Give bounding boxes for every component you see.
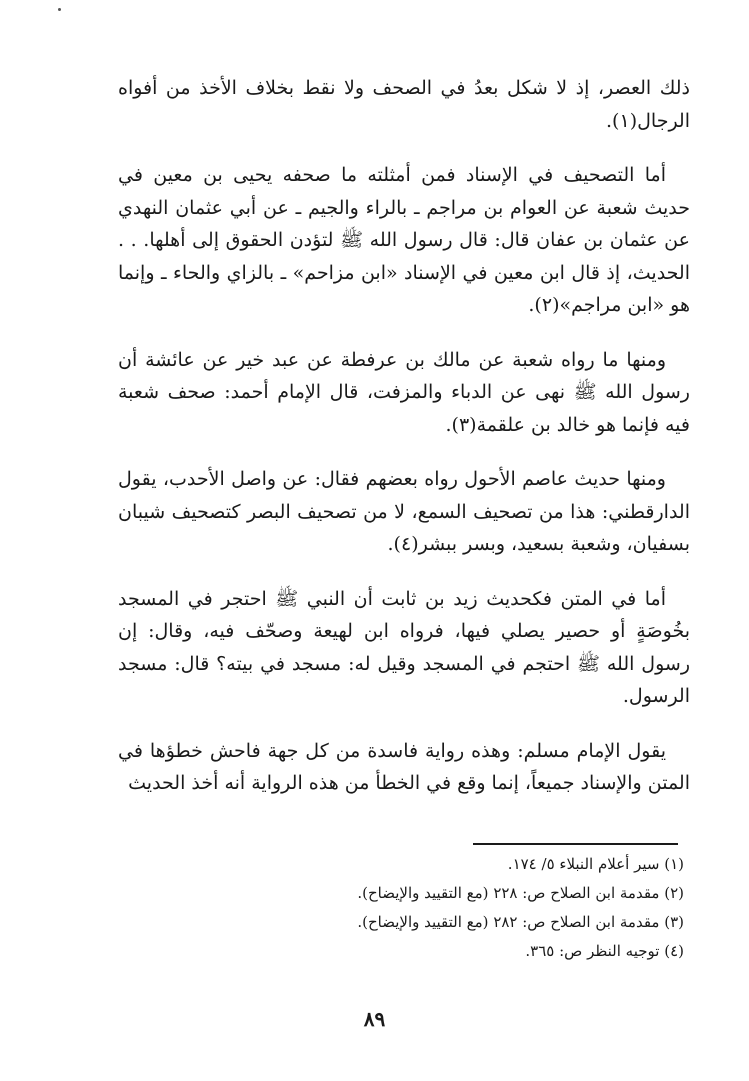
scan-speck [58, 8, 61, 11]
footnote: (٤) توجيه النظر ص: ٣٦٥. [525, 942, 684, 960]
footnotes [118, 850, 690, 966]
footnote-separator [473, 843, 678, 845]
paragraph: يقول الإمام مسلم: وهذه رواية فاسدة من كل جهة فاحش خطؤها في المتن والإسناد جميعاً، إنما وقع في الخطأ من هذه الرواية أنه أخذ الحديث [118, 739, 690, 794]
footnote: (١) سير أعلام النبلاء ٥/ ١٧٤. [507, 855, 684, 873]
paragraph: ومنها حديث عاصم الأحول رواه بعضهم فقال: عن واصل الأحدب، يقول الدارقطني: هذا من تصحيف السمع، لا من تصحيف البصر كتصحيف شيبان بسفيان، وشعبة بسعيد، وبسر ببشر(٤). [118, 468, 690, 555]
main-text [118, 72, 690, 822]
paragraph: أما في المتن فكحديث زيد بن ثابت أن النبي ﷺ احتجر في المسجد بخُوصَةٍ أو حصير يصلي فيها، فرواه ابن لهيعة وصحّف فيه، وقال: إن رسول الله ﷺ احتجم في المسجد وقيل له: مسجد في بيته؟ قال: مسجد الرسول. [118, 587, 690, 707]
page-number: ٨٩ [363, 1007, 386, 1031]
paragraph: أما التصحيف في الإسناد فمن أمثلته ما صحفه يحيى بن معين في حديث شعبة عن العوام بن مراجم ـ بالراء والجيم ـ عن أبي عثمان النهدي عن عثمان بن عفان قال: قال رسول الله ﷺ لتؤدن الحقوق إلى أهلها. . . الحديث، إذ قال ابن معين في الإسناد «ابن مزاحم» ـ بالزاي والحاء ـ وإنما هو «ابن مراجم»(٢). [118, 164, 690, 316]
paragraph: ذلك العصر، إذ لا شكل بعدُ في الصحف ولا نقط بخلاف الأخذ من أفواه الرجال(١). [118, 77, 690, 132]
footnote: (٣) مقدمة ابن الصلاح ص: ٢٨٢ (مع التقييد والإيضاح). [357, 913, 684, 931]
footnote: (٢) مقدمة ابن الصلاح ص: ٢٢٨ (مع التقييد والإيضاح). [357, 884, 684, 902]
paragraph: ومنها ما رواه شعبة عن مالك بن عرفطة عن عبد خير عن عائشة أن رسول الله ﷺ نهى عن الدباء والمزفت، قال الإمام أحمد: صحف شعبة فيه فإنما هو خالد بن علقمة(٣). [118, 348, 690, 436]
